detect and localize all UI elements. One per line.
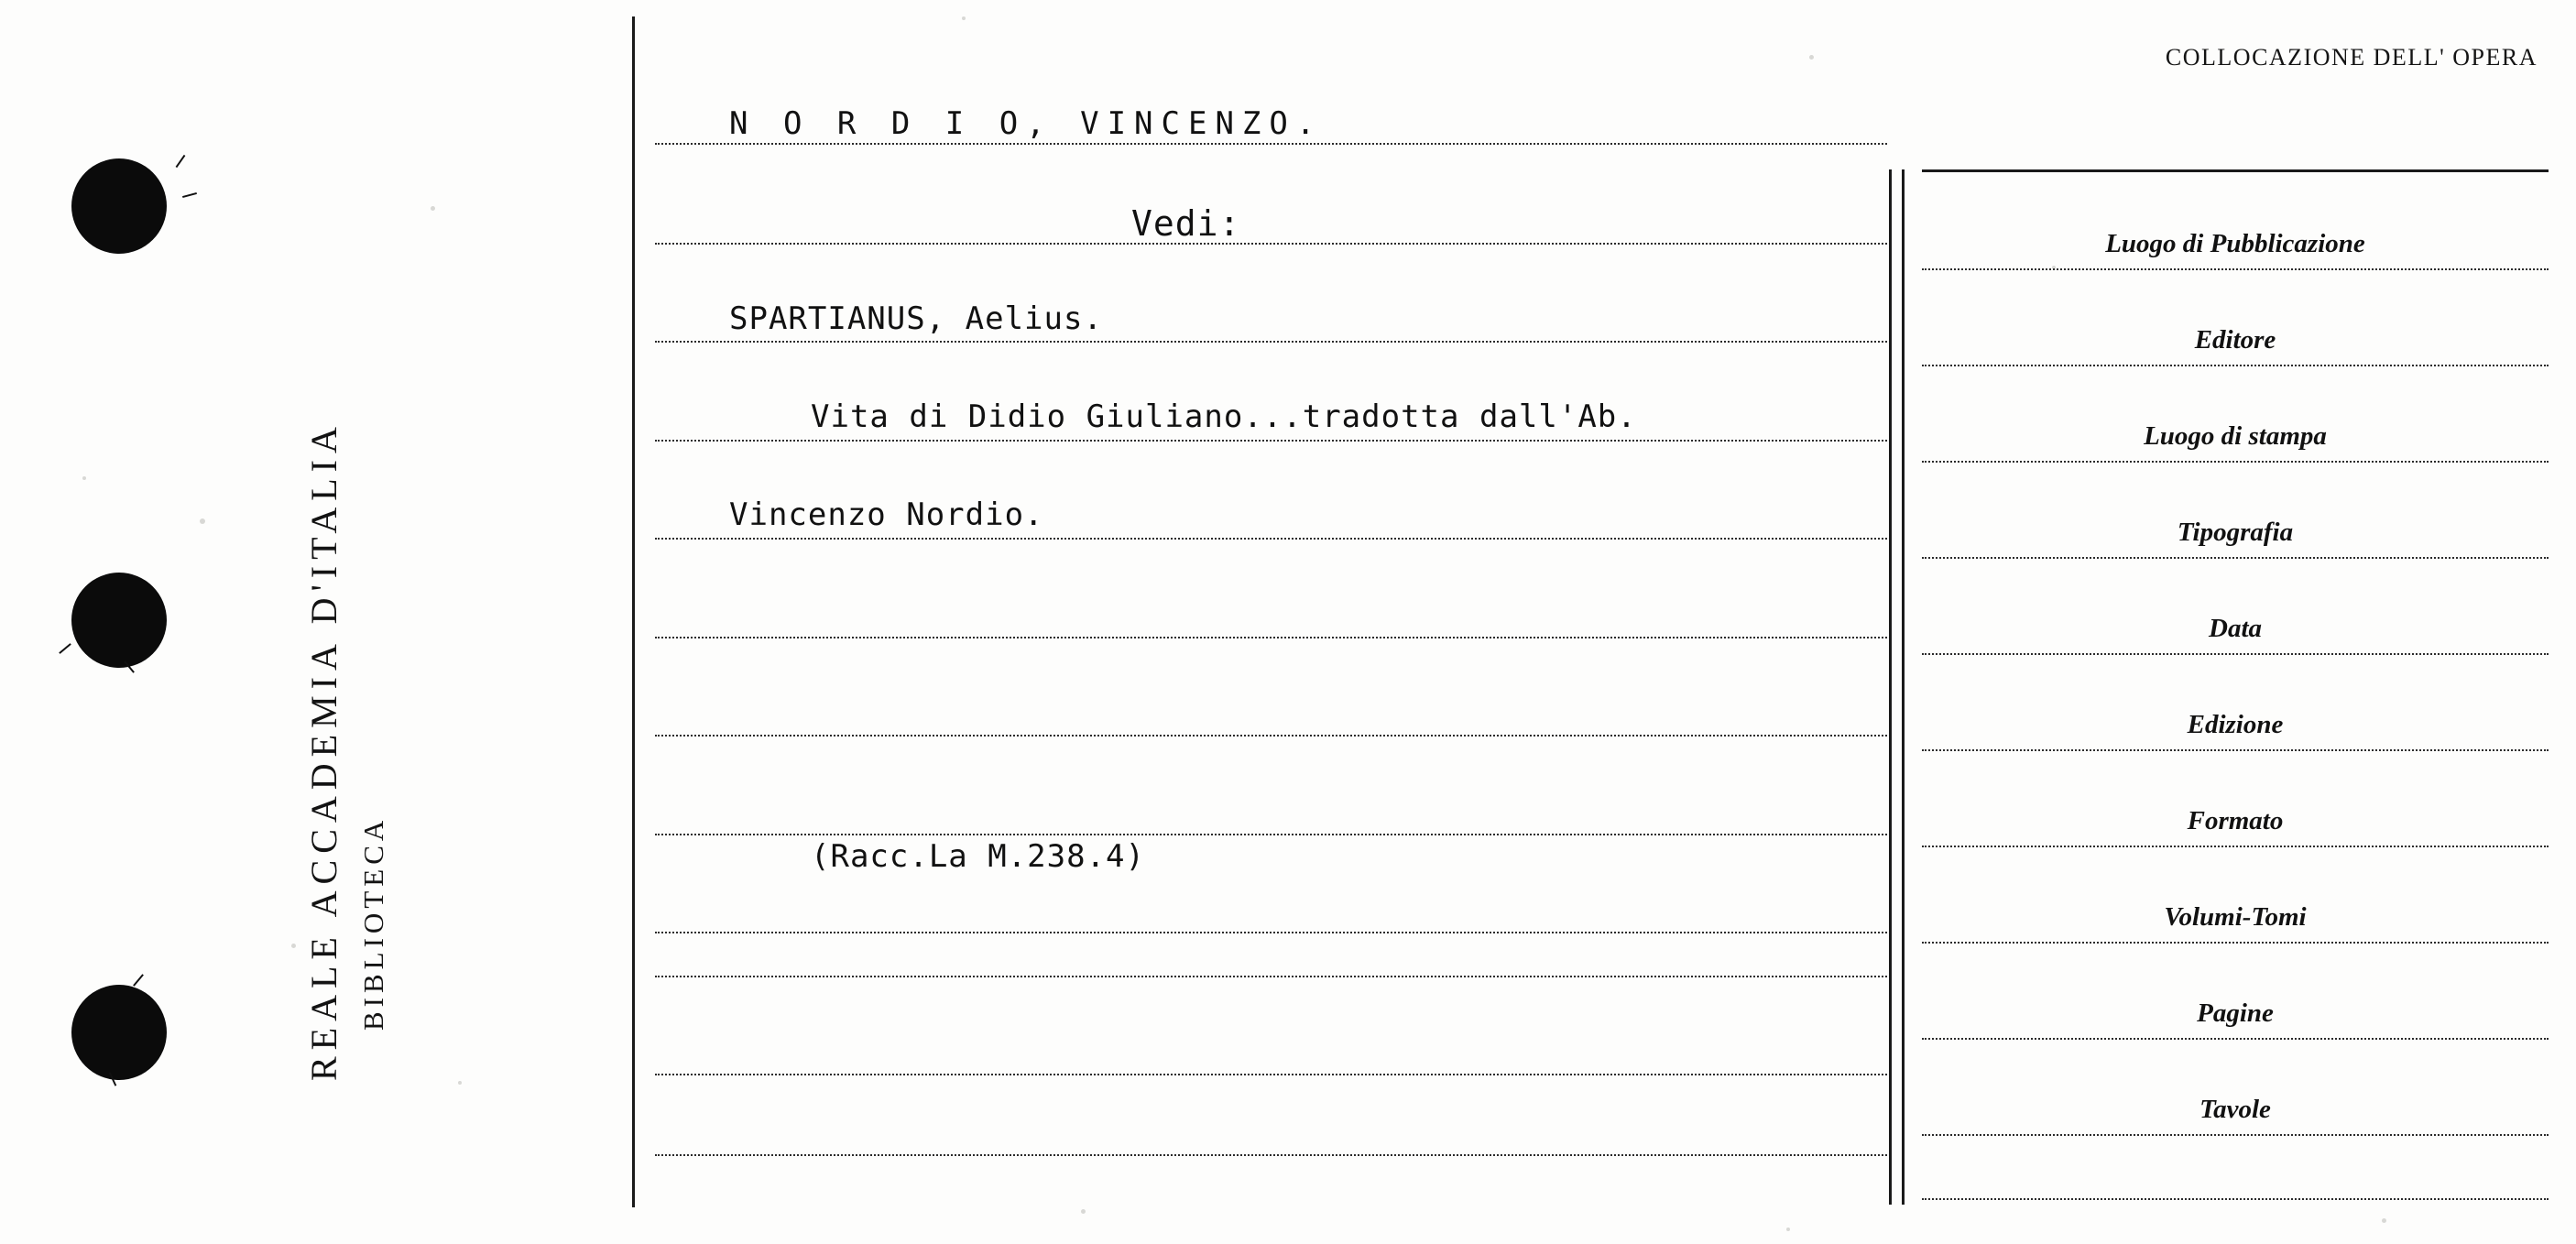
punch-hole-top	[71, 158, 167, 254]
punch-hole-tick	[182, 192, 197, 198]
punch-hole-middle	[71, 573, 167, 668]
field-edizione[interactable]	[1922, 653, 2549, 751]
field-tavole[interactable]	[1922, 1038, 2549, 1136]
paper-speck	[82, 476, 86, 480]
spine-department-label: BIBLIOTECA	[357, 815, 389, 1031]
spine-divider-rule	[632, 16, 635, 1207]
dotted-rule	[655, 143, 1887, 145]
field-pagine[interactable]	[1922, 942, 2549, 1040]
field-label: Edizione	[2187, 710, 2284, 739]
dotted-rule	[655, 834, 1887, 835]
field-tipografia[interactable]	[1922, 461, 2549, 559]
punch-hole-tick	[59, 643, 71, 654]
paper-speck	[1081, 1209, 1086, 1214]
field-label: Data	[2209, 614, 2262, 643]
field-label: Editore	[2194, 325, 2276, 355]
card-body	[641, 55, 1887, 1182]
field-volumi-tomi[interactable]	[1922, 846, 2549, 944]
dotted-rule	[655, 976, 1887, 977]
dotted-rule	[655, 538, 1887, 540]
shelfmark: (Racc.La M.238.4)	[811, 838, 1145, 875]
entry-title-line-1: Vita di Didio Giuliano...tradotta dall'Ab.	[811, 398, 1637, 435]
paper-speck	[962, 16, 966, 20]
box-inner-rule	[1902, 169, 1905, 1205]
dotted-rule	[655, 440, 1887, 442]
see-also-label: Vedi:	[1131, 203, 1241, 244]
dotted-rule	[655, 735, 1887, 737]
field-blank[interactable]	[1922, 1134, 2549, 1200]
dotted-rule	[655, 1154, 1887, 1156]
dotted-rule	[655, 932, 1887, 933]
dotted-rule	[655, 1074, 1887, 1075]
paper-speck	[458, 1081, 462, 1085]
field-editore[interactable]	[1922, 268, 2549, 366]
field-label: Luogo di Pubblicazione	[2105, 229, 2365, 258]
entry-title-line-2: Vincenzo Nordio.	[729, 497, 1044, 533]
paper-speck	[291, 944, 296, 948]
punch-hole-tick	[176, 155, 186, 168]
referenced-author: SPARTIANUS, Aelius.	[729, 300, 1103, 337]
field-formato[interactable]	[1922, 749, 2549, 847]
paper-speck	[2382, 1218, 2386, 1223]
field-luogo-di-pubblicazione[interactable]	[1922, 169, 2549, 270]
collocation-header-label: COLLOCAZIONE DELL' OPERA	[2165, 44, 2538, 71]
field-label: Volumi-Tomi	[2164, 902, 2307, 932]
spine-institution-label: REALE ACCADEMIA D'ITALIA	[303, 420, 344, 1081]
field-label: Tipografia	[2177, 518, 2294, 547]
dotted-rule	[655, 341, 1887, 343]
field-label: Tavole	[2199, 1095, 2271, 1124]
bibliographic-fields-box	[1889, 169, 2549, 1205]
field-label: Formato	[2187, 806, 2284, 835]
field-label: Luogo di stampa	[2144, 421, 2327, 451]
field-label: Pagine	[2197, 998, 2274, 1028]
paper-speck	[431, 206, 435, 211]
dotted-rule	[655, 637, 1887, 638]
field-data[interactable]	[1922, 557, 2549, 655]
paper-speck	[1786, 1228, 1790, 1231]
punch-hole-bottom	[71, 985, 167, 1080]
dotted-rule	[655, 243, 1887, 245]
box-outer-rule	[1889, 169, 1892, 1205]
paper-speck	[200, 518, 205, 524]
field-luogo-di-stampa[interactable]	[1922, 365, 2549, 463]
entry-heading: N O R D I O, VINCENZO.	[729, 105, 1324, 142]
